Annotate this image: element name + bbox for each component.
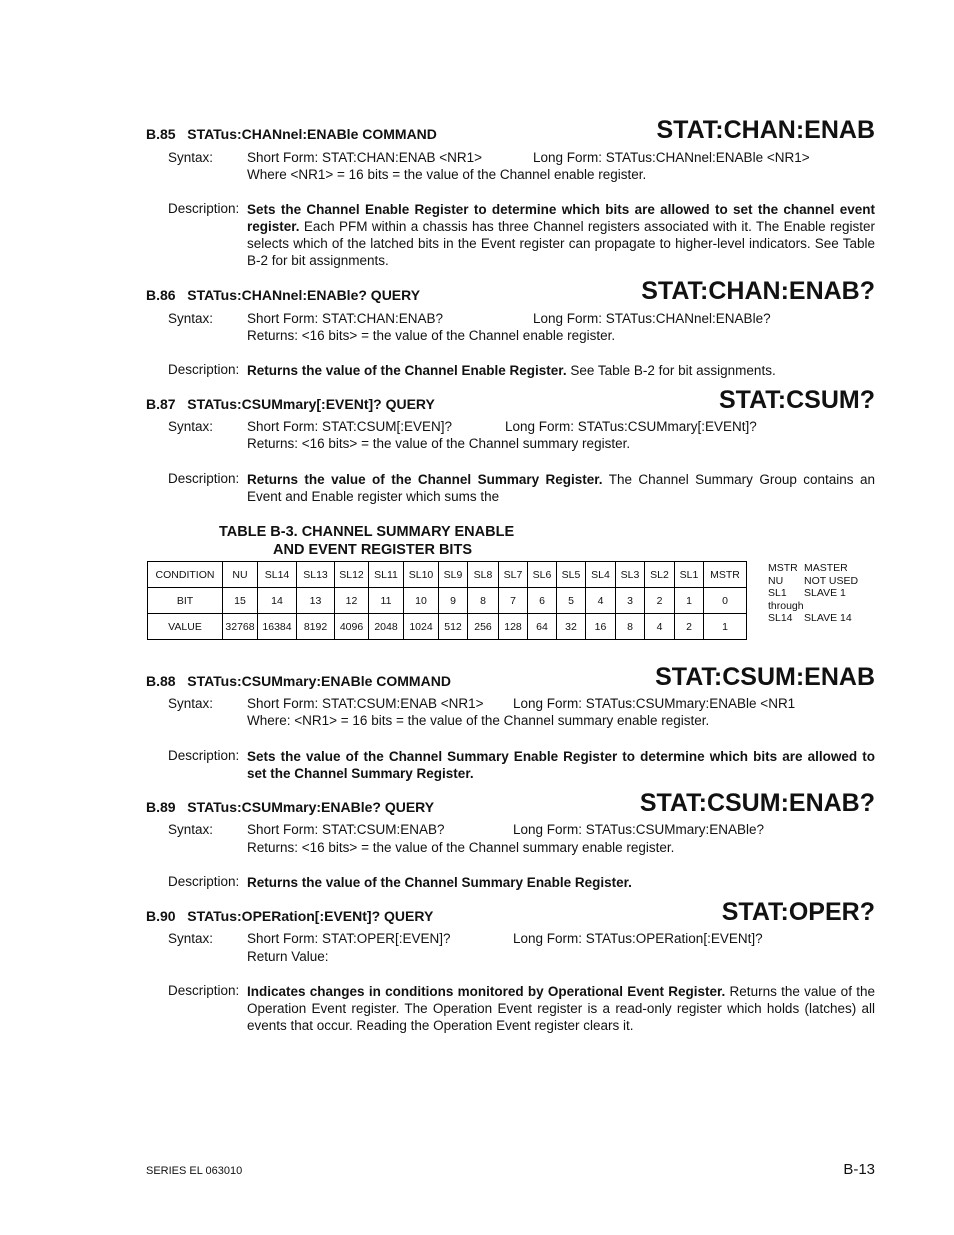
short-form: Short Form: STAT:CSUM[:EVEN]? bbox=[247, 419, 453, 434]
long-form: Long Form: STATus:OPERation[:EVENt]? bbox=[513, 931, 763, 946]
table-cell: SL12 bbox=[335, 562, 369, 588]
command-mnemonic-b89: STAT:CSUM:ENAB? bbox=[639, 789, 875, 817]
table-cell: 256 bbox=[468, 614, 499, 640]
description-label: Description: bbox=[168, 983, 240, 998]
section-heading-b87 bbox=[146, 396, 435, 412]
table-row-value bbox=[148, 614, 747, 640]
description-bold: Sets the value of the Channel Summary Enable Register to determine which bits are allowed to set the Channel Summary Register. bbox=[247, 749, 875, 781]
table-cell: NU bbox=[223, 562, 258, 588]
legend-value: SLAVE 14 bbox=[804, 612, 852, 624]
table-title-line2: AND EVENT REGISTER BITS bbox=[273, 542, 472, 558]
table-cell: 1024 bbox=[404, 614, 439, 640]
table-cell: SL13 bbox=[297, 562, 335, 588]
syntax-label: Syntax: bbox=[168, 822, 214, 837]
table-cell: 2 bbox=[645, 588, 675, 614]
description-label: Description: bbox=[168, 362, 240, 377]
table-cell: 10 bbox=[404, 588, 439, 614]
description-text bbox=[247, 471, 875, 505]
table-cell: 0 bbox=[704, 588, 747, 614]
section-title: STATus:CHANnel:ENABle COMMAND bbox=[187, 126, 437, 142]
table-cell: SL6 bbox=[528, 562, 557, 588]
table-cell: SL3 bbox=[616, 562, 645, 588]
section-number: B.89 bbox=[146, 799, 176, 815]
section-title: STATus:CSUMmary:ENABle COMMAND bbox=[187, 673, 451, 689]
long-form: Long Form: STATus:CSUMmary[:EVENt]? bbox=[505, 419, 757, 434]
short-form: Short Form: STAT:CSUM:ENAB <NR1> bbox=[247, 696, 484, 711]
description-bold: Indicates changes in conditions monitored by Operational Event Register. bbox=[247, 984, 726, 999]
section-number: B.85 bbox=[146, 126, 176, 142]
table-cell: SL11 bbox=[369, 562, 404, 588]
description-rest: The Channel Summary Group contains an Event and Enable register which sums the bbox=[247, 472, 875, 504]
legend-value: MASTER bbox=[804, 562, 848, 574]
legend-key: SL14 bbox=[768, 612, 793, 624]
table-cell: 8 bbox=[468, 588, 499, 614]
legend-row-mstr bbox=[768, 562, 858, 575]
description-label: Description: bbox=[168, 748, 240, 763]
table-legend bbox=[768, 562, 858, 625]
table-cell: 512 bbox=[439, 614, 468, 640]
description-text bbox=[247, 362, 875, 379]
table-cell: 16 bbox=[586, 614, 616, 640]
command-mnemonic-b90: STAT:OPER? bbox=[721, 898, 875, 926]
short-form: Short Form: STAT:CSUM:ENAB? bbox=[247, 822, 445, 837]
table-cell: VALUE bbox=[148, 614, 223, 640]
syntax-detail: Where: <NR1> = 16 bits = the value of the Channel summary enable register. bbox=[247, 713, 710, 728]
section-number: B.88 bbox=[146, 673, 176, 689]
table-cell: 14 bbox=[258, 588, 297, 614]
table-row-bit bbox=[148, 588, 747, 614]
table-cell: SL1 bbox=[675, 562, 704, 588]
table-cell: 8192 bbox=[297, 614, 335, 640]
legend-key: MSTR bbox=[768, 562, 798, 574]
table-cell: 12 bbox=[335, 588, 369, 614]
table-row-condition bbox=[148, 562, 747, 588]
description-text bbox=[247, 874, 875, 891]
syntax-detail: Return Value: bbox=[247, 949, 329, 964]
syntax-detail: Returns: <16 bits> = the value of the Channel enable register. bbox=[247, 328, 616, 343]
command-mnemonic-b88: STAT:CSUM:ENAB bbox=[655, 663, 875, 691]
table-cell: 32768 bbox=[223, 614, 258, 640]
section-heading-b90 bbox=[146, 908, 433, 924]
syntax-label: Syntax: bbox=[168, 150, 214, 165]
table-cell: 9 bbox=[439, 588, 468, 614]
syntax-detail: Returns: <16 bits> = the value of the Channel summary register. bbox=[247, 436, 631, 451]
description-text bbox=[247, 748, 875, 782]
syntax-label: Syntax: bbox=[168, 311, 214, 326]
table-cell: 1 bbox=[704, 614, 747, 640]
table-title-line1: TABLE B-3. CHANNEL SUMMARY ENABLE bbox=[219, 524, 515, 540]
table-cell: 2 bbox=[675, 614, 704, 640]
table-cell: 4096 bbox=[335, 614, 369, 640]
table-cell: SL5 bbox=[557, 562, 586, 588]
table-cell: BIT bbox=[148, 588, 223, 614]
section-heading-b86 bbox=[146, 287, 420, 303]
table-cell: 6 bbox=[528, 588, 557, 614]
legend-value: SLAVE 1 bbox=[804, 587, 846, 599]
section-heading-b88 bbox=[146, 673, 451, 689]
legend-row-sl1 bbox=[768, 587, 858, 600]
section-number: B.90 bbox=[146, 908, 176, 924]
table-cell: 5 bbox=[557, 588, 586, 614]
table-cell: SL10 bbox=[404, 562, 439, 588]
section-heading-b85 bbox=[146, 126, 437, 142]
table-cell: 11 bbox=[369, 588, 404, 614]
description-text bbox=[247, 983, 875, 1034]
table-cell: 1 bbox=[675, 588, 704, 614]
syntax-label: Syntax: bbox=[168, 696, 214, 711]
long-form: Long Form: STATus:CSUMmary:ENABle <NR1 bbox=[513, 696, 796, 711]
short-form: Short Form: STAT:OPER[:EVEN]? bbox=[247, 931, 451, 946]
table-cell: SL2 bbox=[645, 562, 675, 588]
legend-row-sl14 bbox=[768, 612, 858, 625]
description-rest: See Table B-2 for bit assignments. bbox=[566, 363, 776, 378]
section-number: B.87 bbox=[146, 396, 176, 412]
short-form: Short Form: STAT:CHAN:ENAB <NR1> bbox=[247, 150, 483, 165]
table-cell: 7 bbox=[499, 588, 528, 614]
section-heading-b89 bbox=[146, 799, 434, 815]
description-rest: Returns the value of the Operation Event register. The Operation Event register is a read-only register which holds (latches) all events that occur. Reading the Operation Event register clears it. bbox=[247, 984, 875, 1033]
table-cell: 4 bbox=[645, 614, 675, 640]
description-rest: Each PFM within a chassis has three Channel registers associated with it. The Enable register selects which of the latched bits in the Event register can propagate to higher-level indicators. See Table B-2 for bit assignments. bbox=[247, 219, 875, 268]
table-cell: 13 bbox=[297, 588, 335, 614]
section-title: STATus:CSUMmary:ENABle? QUERY bbox=[187, 799, 435, 815]
legend-key: SL1 bbox=[768, 587, 787, 599]
legend-through: through bbox=[768, 599, 804, 612]
description-label: Description: bbox=[168, 471, 240, 486]
table-cell: 3 bbox=[616, 588, 645, 614]
footer-page-number: B-13 bbox=[843, 1161, 875, 1178]
table-cell: SL7 bbox=[499, 562, 528, 588]
description-label: Description: bbox=[168, 874, 240, 889]
table-cell: SL9 bbox=[439, 562, 468, 588]
legend-key: NU bbox=[768, 574, 784, 587]
section-number: B.86 bbox=[146, 287, 176, 303]
description-bold: Returns the value of the Channel Summary Enable Register. bbox=[247, 875, 632, 890]
description-bold: Returns the value of the Channel Enable Register. bbox=[247, 363, 567, 378]
legend-value: NOT USED bbox=[804, 574, 859, 587]
command-mnemonic-b86: STAT:CHAN:ENAB? bbox=[641, 277, 875, 305]
long-form: Long Form: STATus:CSUMmary:ENABle? bbox=[513, 822, 765, 837]
table-cell: 32 bbox=[557, 614, 586, 640]
legend-row-nu bbox=[768, 575, 858, 588]
description-bold: Sets the Channel Enable Register to determine which bits are allowed to set the channel event register. bbox=[247, 202, 875, 234]
table-cell: CONDITION bbox=[148, 562, 223, 588]
description-label: Description: bbox=[168, 201, 240, 216]
description-bold: Returns the value of the Channel Summary Register. bbox=[247, 472, 603, 487]
table-cell: 4 bbox=[586, 588, 616, 614]
table-cell: SL8 bbox=[468, 562, 499, 588]
register-bits-table bbox=[147, 561, 747, 640]
command-mnemonic-b87: STAT:CSUM? bbox=[719, 386, 875, 414]
description-text bbox=[247, 201, 875, 269]
footer-series: SERIES EL 063010 bbox=[146, 1165, 243, 1177]
table-cell: SL4 bbox=[586, 562, 616, 588]
table-cell: MSTR bbox=[704, 562, 747, 588]
syntax-detail: Returns: <16 bits> = the value of the Channel summary enable register. bbox=[247, 840, 675, 855]
table-cell: 15 bbox=[223, 588, 258, 614]
long-form: Long Form: STATus:CHANnel:ENABle <NR1> bbox=[533, 150, 810, 165]
table-cell: 64 bbox=[528, 614, 557, 640]
section-title: STATus:CSUMmary[:EVENt]? QUERY bbox=[187, 396, 435, 412]
table-cell: 8 bbox=[616, 614, 645, 640]
command-mnemonic-b85: STAT:CHAN:ENAB bbox=[656, 116, 875, 144]
table-cell: 128 bbox=[499, 614, 528, 640]
section-title: STATus:OPERation[:EVENt]? QUERY bbox=[187, 908, 434, 924]
syntax-label: Syntax: bbox=[168, 419, 214, 434]
syntax-label: Syntax: bbox=[168, 931, 214, 946]
table-cell: 16384 bbox=[258, 614, 297, 640]
long-form: Long Form: STATus:CHANnel:ENABle? bbox=[533, 311, 771, 326]
short-form: Short Form: STAT:CHAN:ENAB? bbox=[247, 311, 444, 326]
table-cell: 2048 bbox=[369, 614, 404, 640]
table-cell: SL14 bbox=[258, 562, 297, 588]
section-title: STATus:CHANnel:ENABle? QUERY bbox=[187, 287, 421, 303]
syntax-detail: Where <NR1> = 16 bits = the value of the Channel enable register. bbox=[247, 167, 647, 182]
